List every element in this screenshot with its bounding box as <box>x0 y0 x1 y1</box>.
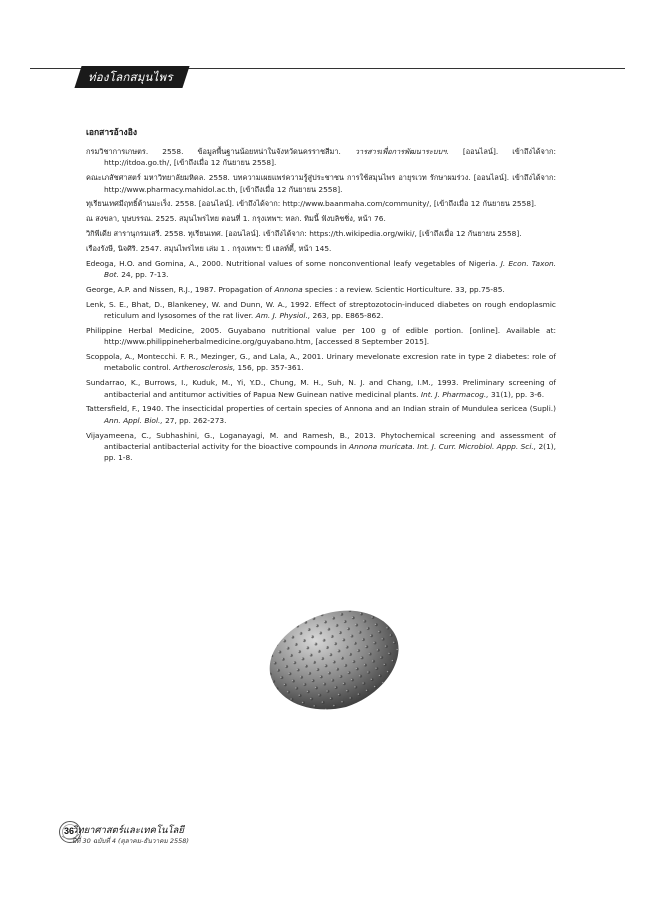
references-heading: เอกสารอ้างอิง <box>86 128 137 138</box>
reference-item: กรมวิชาการเกษตร. 2558. ข้อมูลพื้นฐานน้อยหน่าในจังหวัดนครราชสีมา. วารสารเพื่อการพัฒนาระบบฯ. [ออนไลน์]. เข้าถึงได้จาก: http://itdoa.go.th/, [เข้าถึงเมื่อ 12 กันยายน 2558]. <box>86 147 556 168</box>
soursop-fruit-image <box>262 603 402 713</box>
page-footer <box>58 820 258 850</box>
reference-item: Sundarrao, K., Burrows, I., Kuduk, M., Yi, Y.D., Chung, M. H., Suh, N. J. and Chang, I.M., 1993. Preliminary screening of antibacterial and antitumor activities of Papua New Guinean native medicinal plants. Int. J. Pharmacog., 31(1), pp. 3-6. <box>86 378 556 399</box>
references-list <box>86 146 556 464</box>
reference-item: คณะเภสัชศาสตร์ มหาวิทยาลัยมหิดล. 2558. บทความเผยแพร่ความรู้สู่ประชาชน การใช้สมุนไพร อายุรเวท รักษาผมร่วง. [ออนไลน์]. เข้าถึงได้จาก: http://www.pharmacy.mahidol.ac.th, [เข้าถึงเมื่อ 12 กันยายน 2558]. <box>86 173 556 194</box>
page-number: 36 <box>64 826 75 836</box>
reference-item: George, A.P. and Nissen, R.J., 1987. Propagation of Annona species : a review. Scientic Horticulture. 33, pp.75-85. <box>86 284 505 294</box>
journal-issue: ปีที่ 30 ฉบับที่ 4 (ตุลาคม-ธันวาคม 2558) <box>72 837 189 845</box>
reference-item: Philippine Herbal Medicine, 2005. Guyabano nutritional value per 100 g of edible portion. [online]. Available at: http://www.philippineherbalmedicine.org/guyabano.htm, [accessed 8 September 2015]. <box>86 325 556 347</box>
reference-item: Vijayameena, C., Subhashini, G., Loganayagi, M. and Ramesh, B., 2013. Phytochemical screening and assessment of antibacterial antibacterial activity for the bioactive compounds in Annona muricata. Int. J. Curr. Microbiol. Appp. Sci., 2(1), pp. 1-8. <box>86 430 557 463</box>
references-section <box>86 125 556 467</box>
reference-item: ณ สงขลา, บุษบรรณ. 2525. สมุนไพรไทย ตอนที่ 1. กรุงเทพฯ: ทลก. ทิมนี้ ฟังบลิชชิ่ง, หน้า 76. <box>86 214 386 224</box>
reference-item: วิกิพีเดีย สารานุกรมเสรี. 2558. ทุเรียนเทศ. [ออนไลน์]. เข้าถึงได้จาก: https://th.wikipedia.org/wiki/, [เข้าถึงเมื่อ 12 กันยายน 2558]. <box>86 229 522 238</box>
reference-item: เรืองรังษี, นิจศิริ. 2547. สมุนไพรไทย เล่ม 1 . กรุงเทพฯ: บี เฮลท์ตี้, หน้า 145. <box>86 243 332 253</box>
reference-item: Tattersfield, F., 1940. The insecticidal properties of certain species of Annona and an Indian strain of Mundulea sericea (Supli.) Ann. Appl. Biol., 27, pp. 262-273. <box>86 404 556 425</box>
reference-item: Scoppola, A., Montecchi. F. R., Mezinger, G., and Lala, A., 2001. Urinary mevelonate excresion rate in type 2 diabetes: role of metabolic control. Artherosclerosis, 156, pp. 357-361. <box>86 352 556 373</box>
reference-item: ทุเรียนเทศมีฤทธิ์ต้านมะเร็ง. 2558. [ออนไลน์]. เข้าถึงได้จาก: http://www.baanmaha.com/community/, [เข้าถึงเมื่อ 12 กันยายน 2558]. <box>86 199 537 209</box>
reference-item: Lenk, S. E., Bhat, D., Blankeney, W. and Dunn, W. A., 1992. Effect of streptozotocin-induced diabetes on rough endoplasmic reticulum and lysosomes of the rat liver. Am. J. Physiol., 263, pp. E865-862. <box>86 299 556 320</box>
section-title: ท่องโลกสมุนไพร <box>88 70 173 84</box>
reference-item: Edeoga, H.O. and Gomina, A., 2000. Nutritional values of some nonconventional leafy vegetables of Nigeria. J. Econ. Taxon. Bot. 24, pp. 7-13. <box>86 258 556 279</box>
journal-title: วิทยาศาสตร์และเทคโนโลยี <box>72 825 184 836</box>
